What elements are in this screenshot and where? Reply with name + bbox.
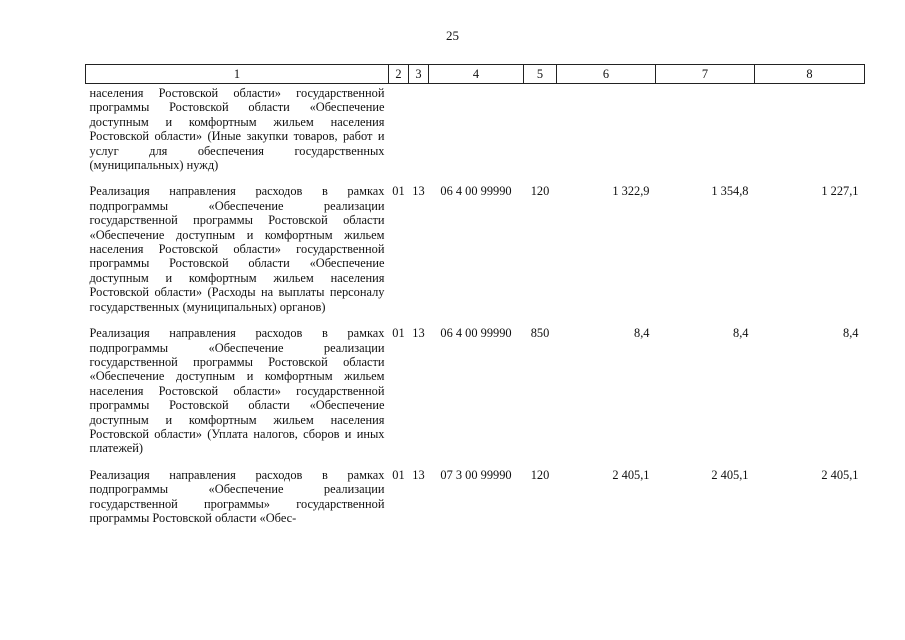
column-header-8: 8 xyxy=(755,65,865,84)
subsection-code: 13 xyxy=(412,184,425,199)
section-code: 01 xyxy=(392,326,405,341)
section-code: 01 xyxy=(392,184,405,199)
row-description: населения Ростовской области» государственной программы Ростовской области «Обеспечение доступным и комфортным жильем населения Ростовской области» (Иные закупки товаров, работ и услуг для обеспечения государственных (муниципальных) нужд) xyxy=(89,86,385,173)
table-row xyxy=(86,456,865,526)
target-article-code: 06 4 00 99990 xyxy=(440,184,512,199)
target-article-code xyxy=(429,84,524,173)
amount-col-6: 8,4 xyxy=(634,326,650,341)
amount-col-8: 1 227,1 xyxy=(821,184,859,199)
target-article-code: 07 3 00 99990 xyxy=(440,467,512,482)
column-header-6: 6 xyxy=(557,65,656,84)
column-header-3: 3 xyxy=(409,65,429,84)
expense-type-code: 850 xyxy=(530,326,550,341)
amount-col-8: 2 405,1 xyxy=(821,467,859,482)
amount-col-8: 8,4 xyxy=(843,326,859,341)
expense-type-code: 120 xyxy=(530,184,550,199)
page-number: 25 xyxy=(446,28,459,43)
column-header-2: 2 xyxy=(389,65,409,84)
section-code xyxy=(389,84,409,173)
row-description: Реализация направления расходов в рамках подпрограммы «Обеспечение реализации государственной программы Ростовской области «Обеспечение доступным и комфортным жильем населения Ростовской области» государственной программы Ростовской области «Обеспечение доступным и комфортным жильем населения Ростовской области» (Расходы на выплаты персоналу государственных (муниципальных) органов) xyxy=(89,184,385,314)
table-row xyxy=(86,314,865,456)
column-header-5: 5 xyxy=(524,65,557,84)
amount-col-6: 1 322,9 xyxy=(612,184,650,199)
table-row xyxy=(86,84,865,173)
amount-col-6 xyxy=(557,84,656,173)
amount-col-8 xyxy=(755,84,865,173)
amount-col-7: 2 405,1 xyxy=(711,467,749,482)
amount-col-7 xyxy=(656,84,755,173)
amount-col-7: 8,4 xyxy=(733,326,749,341)
budget-table xyxy=(85,64,865,525)
subsection-code: 13 xyxy=(412,467,425,482)
subsection-code: 13 xyxy=(412,326,425,341)
row-description: Реализация направления расходов в рамках подпрограммы «Обеспечение реализации государственной программы» государственной программы Ростовской области «Обес- xyxy=(89,467,385,525)
expense-type-code xyxy=(524,84,557,173)
subsection-code xyxy=(409,84,429,173)
row-description: Реализация направления расходов в рамках подпрограммы «Обеспечение реализации государственной программы Ростовской области «Обеспечение доступным и комфортным жильем населения Ростовской области» государственной программы Ростовской области «Обеспечение доступным и комфортным жильем населения Ростовской области» (Уплата налогов, сборов и иных платежей) xyxy=(89,326,385,456)
column-header-1: 1 xyxy=(86,65,389,84)
header-row xyxy=(86,65,865,84)
amount-col-6: 2 405,1 xyxy=(612,467,650,482)
expense-type-code: 120 xyxy=(530,467,550,482)
column-header-7: 7 xyxy=(656,65,755,84)
target-article-code: 06 4 00 99990 xyxy=(440,326,512,341)
amount-col-7: 1 354,8 xyxy=(711,184,749,199)
table-row xyxy=(86,172,865,314)
column-header-4: 4 xyxy=(429,65,524,84)
section-code: 01 xyxy=(392,467,405,482)
